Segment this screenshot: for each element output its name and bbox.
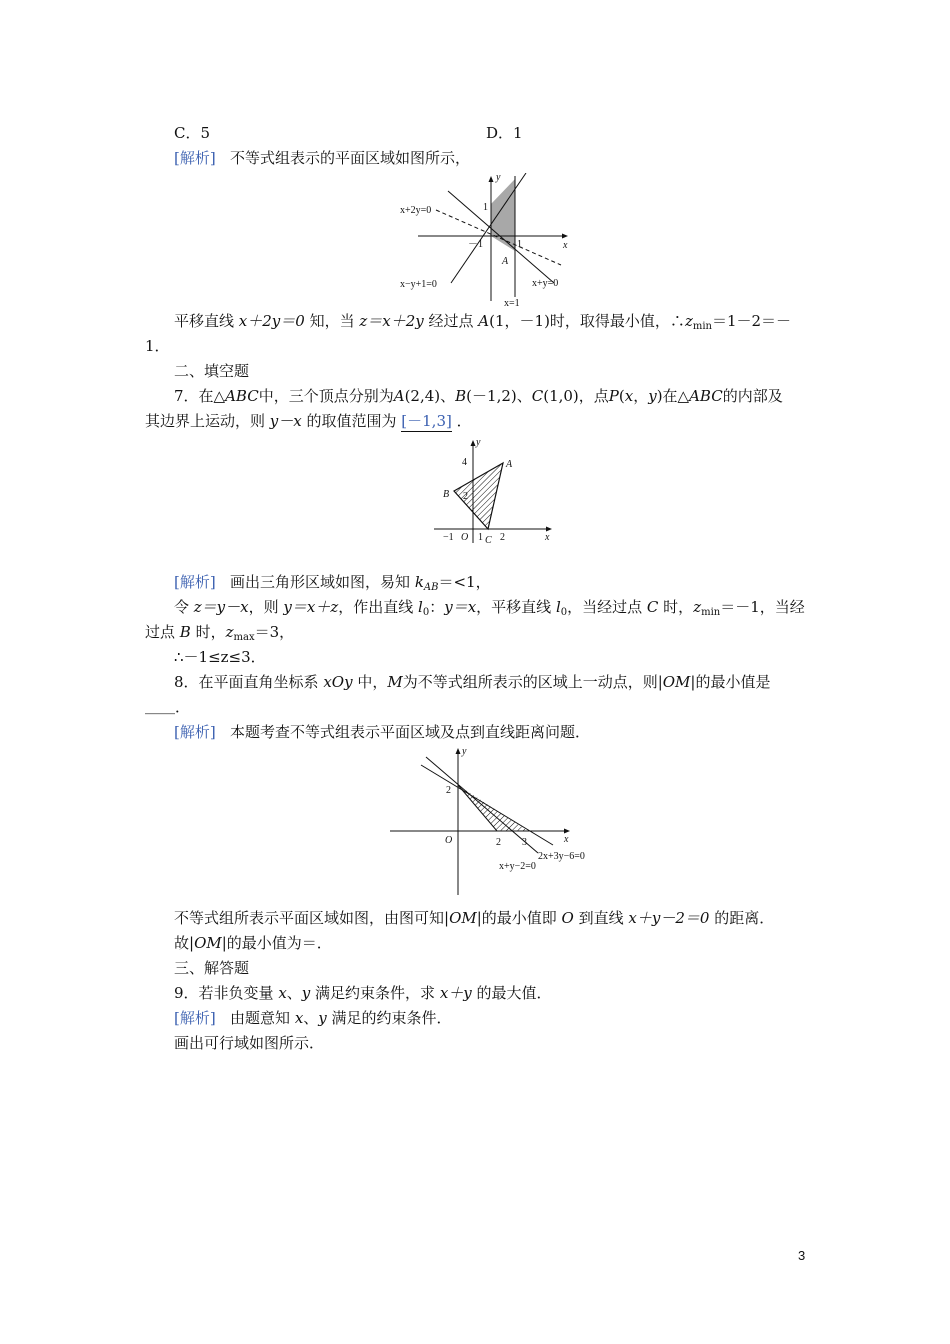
fig1-label-xy: x+y=0: [532, 278, 559, 289]
fig2-tick-4: 4: [462, 457, 467, 468]
q9-draw: 画出可行域如图所示．: [174, 1034, 325, 1052]
fig2-tick-neg1: −1: [443, 532, 454, 543]
fig2-tick-2y: 2: [463, 491, 468, 502]
q7-answer: [－1,3]: [401, 412, 452, 430]
fig1-tick-neg1: －1: [468, 239, 483, 250]
q6-conclusion-wrap: 1．: [145, 337, 170, 355]
fig1-x-label: x: [563, 240, 568, 251]
q8-analysis: [解析] 本题考查不等式组表示平面区域及点到直线距离问题．: [174, 723, 591, 741]
fig1-tick-1x: 1: [517, 239, 522, 250]
q8-stem-wrap: ＿＿．: [145, 698, 191, 716]
fig1-y-label: y: [496, 173, 501, 183]
fig1-label-x1: x=1: [504, 298, 520, 308]
q8-conclusion-line2: 故|OM|的最小值为＝．: [174, 934, 332, 952]
fig1-label-x2y: x+2y=0: [400, 205, 432, 216]
fig2-y-label: y: [476, 437, 481, 448]
fig1-label-xy1: x−y+1=0: [400, 279, 437, 290]
q7-stem-line2: 其边界上运动，则 y－x 的取值范围为 [－1,3] ．: [145, 412, 472, 430]
fig2-point-c: C: [485, 535, 492, 546]
line-2x-3y-6: [421, 765, 553, 845]
fig3-tick-2y: 2: [446, 785, 451, 796]
analysis-tag: [解析]: [174, 149, 216, 167]
fig3-y-label: y: [462, 746, 467, 757]
figure-q6: [396, 173, 576, 308]
fig1-point-a: A: [502, 256, 509, 267]
q6-conclusion: 平移直线 x＋2y＝0 知，当 z＝x＋2y 经过点 A(1，－1)时，取得最小值，$\therefore z_{min}=1-2=-$: [174, 312, 792, 332]
q7-solution-line1: 令 z＝y－x，则 y＝x＋z，作出直线 $l_0$：y＝x，平移直线 $l_0$，当经过点 C 时，$z_{min}=-1$，当经: [174, 598, 805, 618]
q7-conclusion: ∴－1≤z≤3．: [174, 648, 266, 666]
fig2-tick-2x: 2: [500, 532, 505, 543]
option-c: C．5: [174, 124, 211, 142]
option-d: D．1: [486, 124, 523, 142]
fig2-tick-1: 1: [478, 532, 483, 543]
fig3-x-label: x: [564, 834, 569, 845]
figure-q8: [388, 745, 598, 897]
fig3-label-xy2: x+y−2=0: [499, 861, 536, 872]
section-fill-blank: 二、填空题: [174, 362, 250, 380]
q9-analysis: [解析] 由题意知 x、y 满足的约束条件．: [174, 1009, 452, 1027]
fig1-tick-1y: 1: [483, 202, 488, 213]
page-number: 3: [798, 1248, 806, 1263]
fig2-x-label: x: [545, 532, 550, 543]
fig2-point-a: A: [506, 459, 513, 470]
q8-stem: 8．在平面直角坐标系 xOy 中，M为不等式组所表示的区域上一动点，则|OM|的最小值是: [174, 673, 771, 691]
fig3-label-2x3y6: 2x+3y−6=0: [538, 851, 585, 862]
figure-q7: [432, 437, 557, 547]
fig2-origin: O: [461, 532, 469, 543]
fig2-point-b: B: [443, 489, 450, 500]
section-answer: 三、解答题: [174, 959, 250, 977]
q6-analysis: [解析] 不等式组表示的平面区域如图所示，: [174, 149, 471, 167]
q9-stem: 9．若非负变量 x、y 满足约束条件，求 x＋y 的最大值．: [174, 984, 552, 1002]
q7-stem-line1: 7．在△ABC中，三个顶点分别为A(2,4)、B(－1,2)、C(1,0)，点P(x，y)在△ABC的内部及: [174, 387, 783, 405]
fig3-tick-2x: 2: [496, 837, 501, 848]
fig3-origin: O: [445, 835, 453, 846]
q8-conclusion-line1: 不等式组所表示平面区域如图，由图可知|OM|的最小值即 O 到直线 x＋y－2＝0 的距离．: [174, 909, 775, 927]
q7-analysis: [解析] 画出三角形区域如图，易知 $k_{AB}=<1$，: [174, 573, 491, 593]
triangle-abc: [454, 463, 503, 529]
feasible-region: [458, 785, 528, 831]
q7-solution-line2: 过点 B 时，$z_{max}=3$，: [145, 623, 295, 643]
fig3-tick-3: 3: [522, 837, 527, 848]
